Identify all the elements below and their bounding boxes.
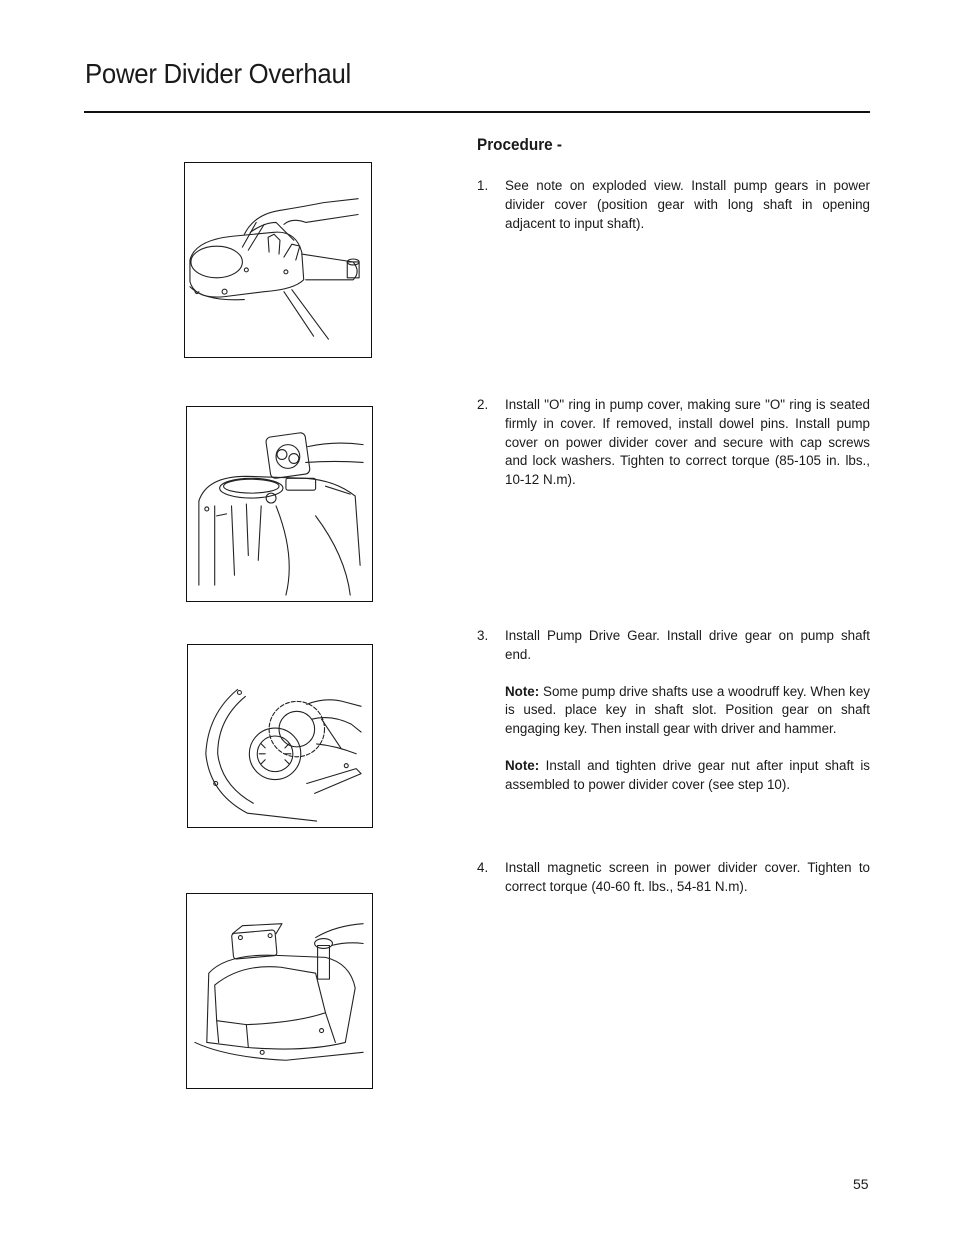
- step-number: 3.: [477, 628, 489, 643]
- note-text: Some pump drive shafts use a woodruff key. When key is used. place key in shaft slot. Position gear on shaft engaging key. Then install gear with driver and hammer.: [505, 683, 870, 737]
- note-label: Note:: [505, 757, 540, 773]
- step-text: Install Pump Drive Gear. Install drive gear on pump shaft end.: [505, 628, 870, 662]
- note-label: Note:: [505, 683, 540, 699]
- step-text: See note on exploded view. Install pump gears in power divider cover (position gear with long shaft in opening adjacent to input shaft).: [505, 178, 870, 231]
- procedure-heading: Procedure -: [477, 135, 563, 154]
- procedure-step-2: [477, 396, 870, 490]
- procedure-step-3: [477, 627, 870, 795]
- step-note: [505, 683, 870, 739]
- step-text: Install magnetic screen in power divider cover. Tighten to correct torque (40-60 ft. lbs., 54-81 N.m).: [505, 860, 870, 894]
- procedure-step-4: [477, 859, 870, 897]
- step-note: [505, 757, 870, 795]
- title-divider: [84, 111, 870, 113]
- step-number: 4.: [477, 860, 489, 875]
- step-number: 2.: [477, 397, 489, 412]
- procedure-step-1: [477, 177, 870, 233]
- figure-install-pump-gears: [184, 162, 372, 358]
- page-number: 55: [853, 1176, 869, 1192]
- note-text: Install and tighten drive gear nut after input shaft is assembled to power divider cover (see step 10).: [505, 757, 870, 792]
- figure-install-pump-cover: [186, 406, 373, 602]
- step-number: 1.: [477, 178, 489, 193]
- page-title: Power Divider Overhaul: [85, 58, 351, 89]
- step-text: Install "O" ring in pump cover, making sure "O" ring is seated firmly in cover. If removed, install dowel pins. Install pump cover on power divider cover and secure with cap screws and lock washers. Tighten to correct torque (85-105 in. lbs., 10-12 N.m).: [505, 397, 870, 488]
- figure-install-magnetic-screen: [186, 893, 373, 1089]
- figure-install-drive-gear: [187, 644, 373, 828]
